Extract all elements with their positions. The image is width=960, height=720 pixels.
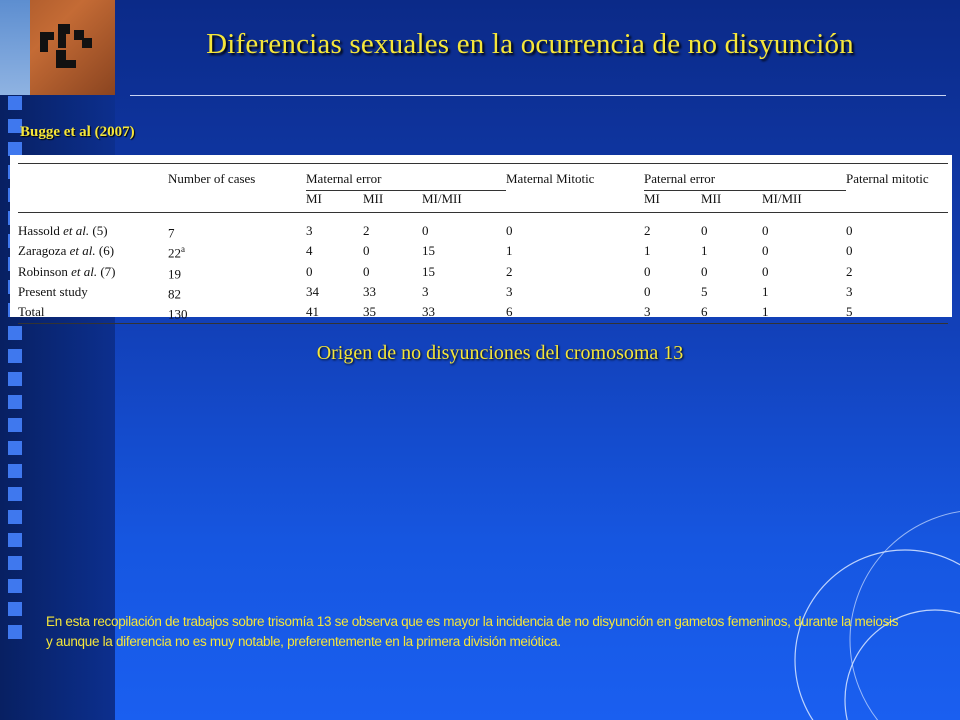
study-ref: (7)	[97, 263, 116, 279]
cell-cases	[168, 262, 306, 282]
subheader-paternal-mii: MII	[701, 191, 722, 206]
subheader-paternal-mimii: MI/MII	[762, 191, 802, 206]
cell-study	[18, 302, 168, 323]
cell-m-mit: 0	[506, 223, 513, 239]
cell-study	[18, 262, 168, 282]
table-row	[18, 302, 948, 323]
cell-m-mii: 2	[363, 223, 370, 239]
cell-p-mii: 6	[701, 304, 708, 320]
cell-m-mi: 3	[306, 223, 313, 239]
cases-value: 19	[168, 265, 181, 281]
cell-p-mimii: 0	[762, 243, 769, 259]
study-ref: (5)	[89, 223, 108, 239]
explanatory-note: En esta recopilación de trabajos sobre trisomía 13 se observa que es mayor la incidencia de no disyunción en gametos femeninos, durante la meiosis y aunque la diferencia no es muy notable, preferentemente en la primera división meiótica.	[46, 614, 899, 649]
cell-m-mii: 35	[363, 304, 376, 320]
cell-study	[18, 282, 168, 302]
cell-p-mi: 1	[644, 243, 651, 259]
nondisjunction-table	[18, 163, 948, 324]
cell-m-mimii: 33	[422, 304, 435, 320]
cell-p-mit: 0	[846, 243, 853, 259]
cell-m-mit: 1	[506, 243, 513, 259]
cell-m-mii: 0	[363, 263, 370, 279]
cell-p-mii: 0	[701, 263, 708, 279]
subheader-maternal-mii: MII	[363, 191, 384, 206]
cases-value: 130	[168, 306, 188, 322]
cell-p-mit: 5	[846, 304, 853, 320]
study-name: Total	[18, 304, 45, 320]
cell-p-mi: 3	[644, 304, 651, 320]
cell-study	[18, 241, 168, 261]
slide-title: Diferencias sexuales en la ocurrencia de no disyunción	[206, 28, 854, 60]
cell-m-mit: 3	[506, 284, 513, 300]
cell-m-mit: 6	[506, 304, 513, 320]
cell-p-mii: 5	[701, 284, 708, 300]
header-number-of-cases: Number of cases	[168, 171, 256, 187]
cell-cases	[168, 213, 306, 242]
cases-value: 7	[168, 225, 175, 241]
cell-p-mii: 1	[701, 243, 708, 259]
cell-m-mii: 0	[363, 243, 370, 259]
cell-p-mit: 3	[846, 284, 853, 300]
header-paternal-error: Paternal error	[644, 164, 846, 191]
cell-m-mimii: 0	[422, 223, 429, 239]
table-row	[18, 282, 948, 302]
title-divider	[130, 95, 946, 96]
table-row	[18, 262, 948, 282]
cell-p-mimii: 1	[762, 304, 769, 320]
study-etal: et al.	[63, 223, 90, 239]
study-name: Zaragoza	[18, 243, 70, 259]
cell-cases	[168, 241, 306, 261]
cases-value: 22	[168, 245, 181, 261]
cases-footnote: a	[181, 244, 185, 255]
cell-m-mimii: 15	[422, 263, 435, 279]
data-table-panel	[10, 155, 952, 322]
cell-p-mi: 0	[644, 284, 651, 300]
cell-p-mit: 2	[846, 263, 853, 279]
cell-p-mimii: 0	[762, 223, 769, 239]
table-row	[18, 241, 948, 261]
table-header-row	[18, 164, 948, 191]
study-etal: et al.	[69, 243, 96, 259]
cell-cases	[168, 302, 306, 323]
study-name: Present study	[18, 284, 88, 300]
cell-p-mi: 2	[644, 223, 651, 239]
cell-study	[18, 213, 168, 242]
cell-m-mi: 41	[306, 304, 319, 320]
header-maternal-mitotic: Maternal Mitotic	[506, 171, 595, 187]
table-row	[18, 213, 948, 242]
table-subheader-row	[18, 191, 948, 213]
study-ref: (6)	[95, 243, 115, 259]
subheader-maternal-mimii: MI/MII	[422, 191, 462, 206]
cell-p-mii: 0	[701, 223, 708, 239]
cases-value: 82	[168, 286, 181, 302]
cell-m-mimii: 3	[422, 284, 429, 300]
cell-p-mi: 0	[644, 263, 651, 279]
study-name: Hassold	[18, 223, 64, 239]
study-etal: et al.	[71, 263, 98, 279]
cell-p-mimii: 0	[762, 263, 769, 279]
table-body	[18, 213, 948, 324]
cell-m-mit: 2	[506, 263, 513, 279]
subheader-paternal-mi: MI	[644, 191, 660, 206]
cell-cases	[168, 282, 306, 302]
study-name: Robinson	[18, 263, 72, 279]
cell-m-mii: 33	[363, 284, 376, 300]
cell-m-mimii: 15	[422, 243, 435, 259]
cell-m-mi: 34	[306, 284, 319, 300]
cell-m-mi: 0	[306, 263, 313, 279]
cell-p-mit: 0	[846, 223, 853, 239]
header-maternal-error: Maternal error	[306, 164, 506, 191]
citation: Bugge et al (2007)	[20, 124, 135, 140]
cell-p-mimii: 1	[762, 284, 769, 300]
table-caption: Origen de no disyunciones del cromosoma 13	[316, 342, 684, 364]
header-paternal-mitotic: Paternal mitotic	[846, 171, 929, 187]
cell-m-mi: 4	[306, 243, 313, 259]
subheader-maternal-mi: MI	[306, 191, 322, 206]
